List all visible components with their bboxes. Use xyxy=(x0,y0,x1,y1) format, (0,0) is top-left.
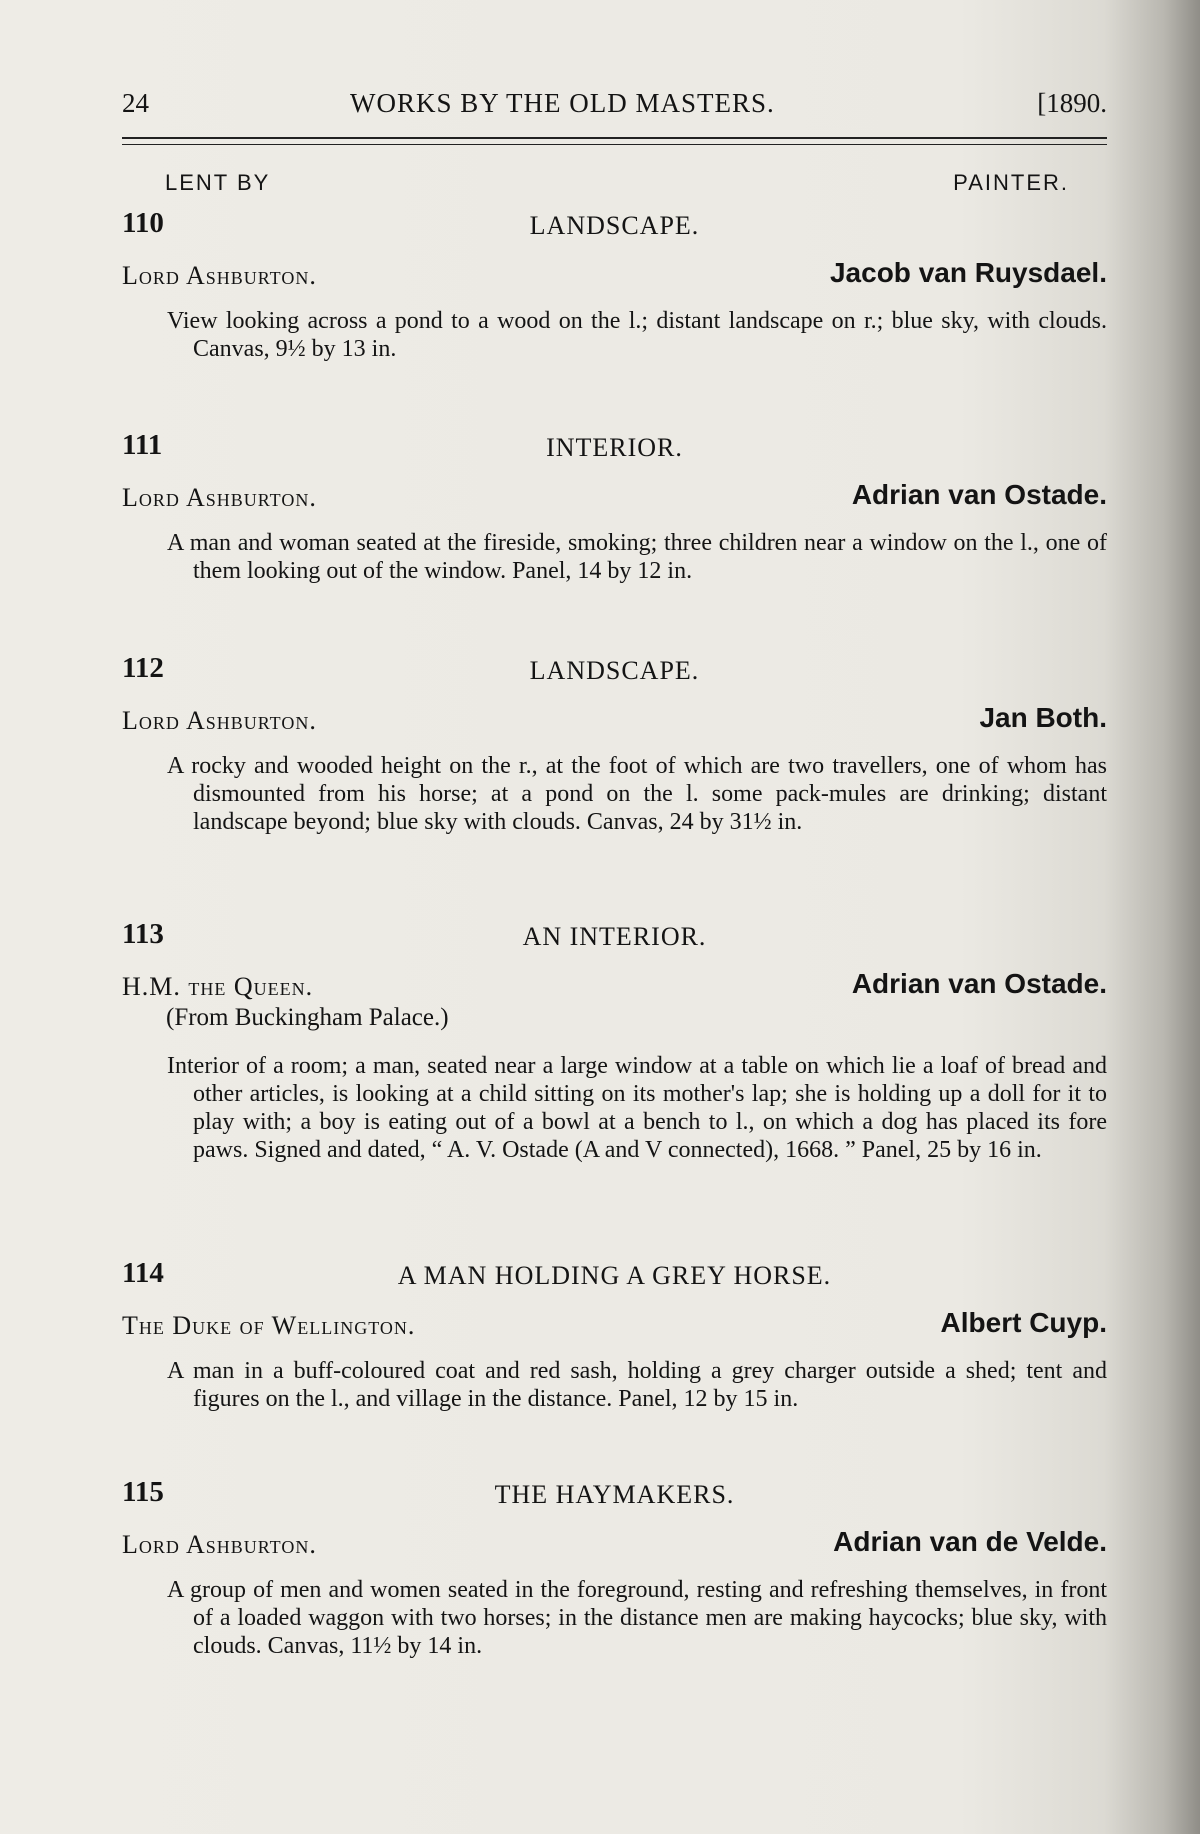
entry-painter: Jan Both. xyxy=(979,702,1107,733)
entry-painter: Adrian van de Velde. xyxy=(833,1526,1107,1557)
entry-painter: Jacob van Ruysdael. xyxy=(829,257,1107,288)
entry-number: 111 xyxy=(122,429,163,461)
entry-number: 114 xyxy=(122,1257,164,1289)
running-title: WORKS BY THE OLD MASTERS. xyxy=(350,88,775,118)
entry-number: 113 xyxy=(122,918,164,950)
entry-title: LANDSCAPE. xyxy=(529,656,700,685)
entry-number: 115 xyxy=(122,1476,164,1508)
entry-painter: Albert Cuyp. xyxy=(940,1307,1107,1338)
entry-painter: Adrian van Ostade. xyxy=(851,479,1107,510)
entry-painter: Adrian van Ostade. xyxy=(851,968,1107,999)
entry-lender: Lord Ashburton. xyxy=(122,1530,317,1559)
entry-lender: Lord Ashburton. xyxy=(122,706,317,735)
page-number: 24 xyxy=(122,88,149,118)
running-header xyxy=(122,80,1107,126)
entry-title: THE HAYMAKERS. xyxy=(494,1480,735,1509)
entry-number: 110 xyxy=(122,207,164,239)
entry-description: A rocky and wooded height on the r., at the foot of which are two travellers, one of whom has dismounted from his horse; at a pond on the l. some pack-mules are drinking; distant landscape beyond; blue sky with clouds. Canvas, 24 by 31½ in. xyxy=(167,753,1107,835)
entry-description: A group of men and women seated in the foreground, resting and refreshing themselves, in front of a loaded waggon with two horses; in the distance men are making haycocks; blue sky, with clouds. Canvas, 11½ by 14 in. xyxy=(167,1577,1107,1659)
header-rule-top xyxy=(122,137,1107,139)
entry-title: INTERIOR. xyxy=(546,433,683,462)
entry-description: A man and woman seated at the fireside, smoking; three children near a window on the l., one of them looking out of the window. Panel, 14 by 12 in. xyxy=(167,530,1107,584)
entry-title: A MAN HOLDING A GREY HORSE. xyxy=(397,1261,832,1290)
entry-description: A man in a buff-coloured coat and red sash, holding a grey charger outside a shed; tent and figures on the l., and village in the distance. Panel, 12 by 15 in. xyxy=(167,1358,1107,1412)
entry-lender-note: (From Buckingham Palace.) xyxy=(166,1004,449,1031)
entry-title: AN INTERIOR. xyxy=(522,922,707,951)
entry-lender: The Duke of Wellington. xyxy=(122,1311,416,1340)
header-rule-bottom xyxy=(122,144,1107,145)
entry-description: View looking across a pond to a wood on the l.; distant landscape on r.; blue sky, with clouds. Canvas, 9½ by 13 in. xyxy=(167,308,1107,362)
entry-title: LANDSCAPE. xyxy=(529,211,700,240)
painter-heading: PAINTER. xyxy=(953,170,1069,195)
entry-number: 112 xyxy=(122,652,164,684)
entry-description: Interior of a room; a man, seated near a large window at a table on which lie a loaf of bread and other articles, is looking at a child sitting on its mother's lap; she is holding up a doll for it to play with; a boy is eating out of a bowl at a bench to l., on which a dog has placed its fore paws. Signed and dated, “ A. V. Ostade (A and V connected), 1668. ” Panel, 25 by 16 in. xyxy=(167,1053,1107,1163)
entry-lender: H.M. the Queen. xyxy=(122,972,314,1001)
lent-by-heading: LENT BY xyxy=(165,170,271,195)
entry-lender: Lord Ashburton. xyxy=(122,261,317,290)
header-year: [1890. xyxy=(1037,88,1107,118)
entry-lender: Lord Ashburton. xyxy=(122,483,317,512)
